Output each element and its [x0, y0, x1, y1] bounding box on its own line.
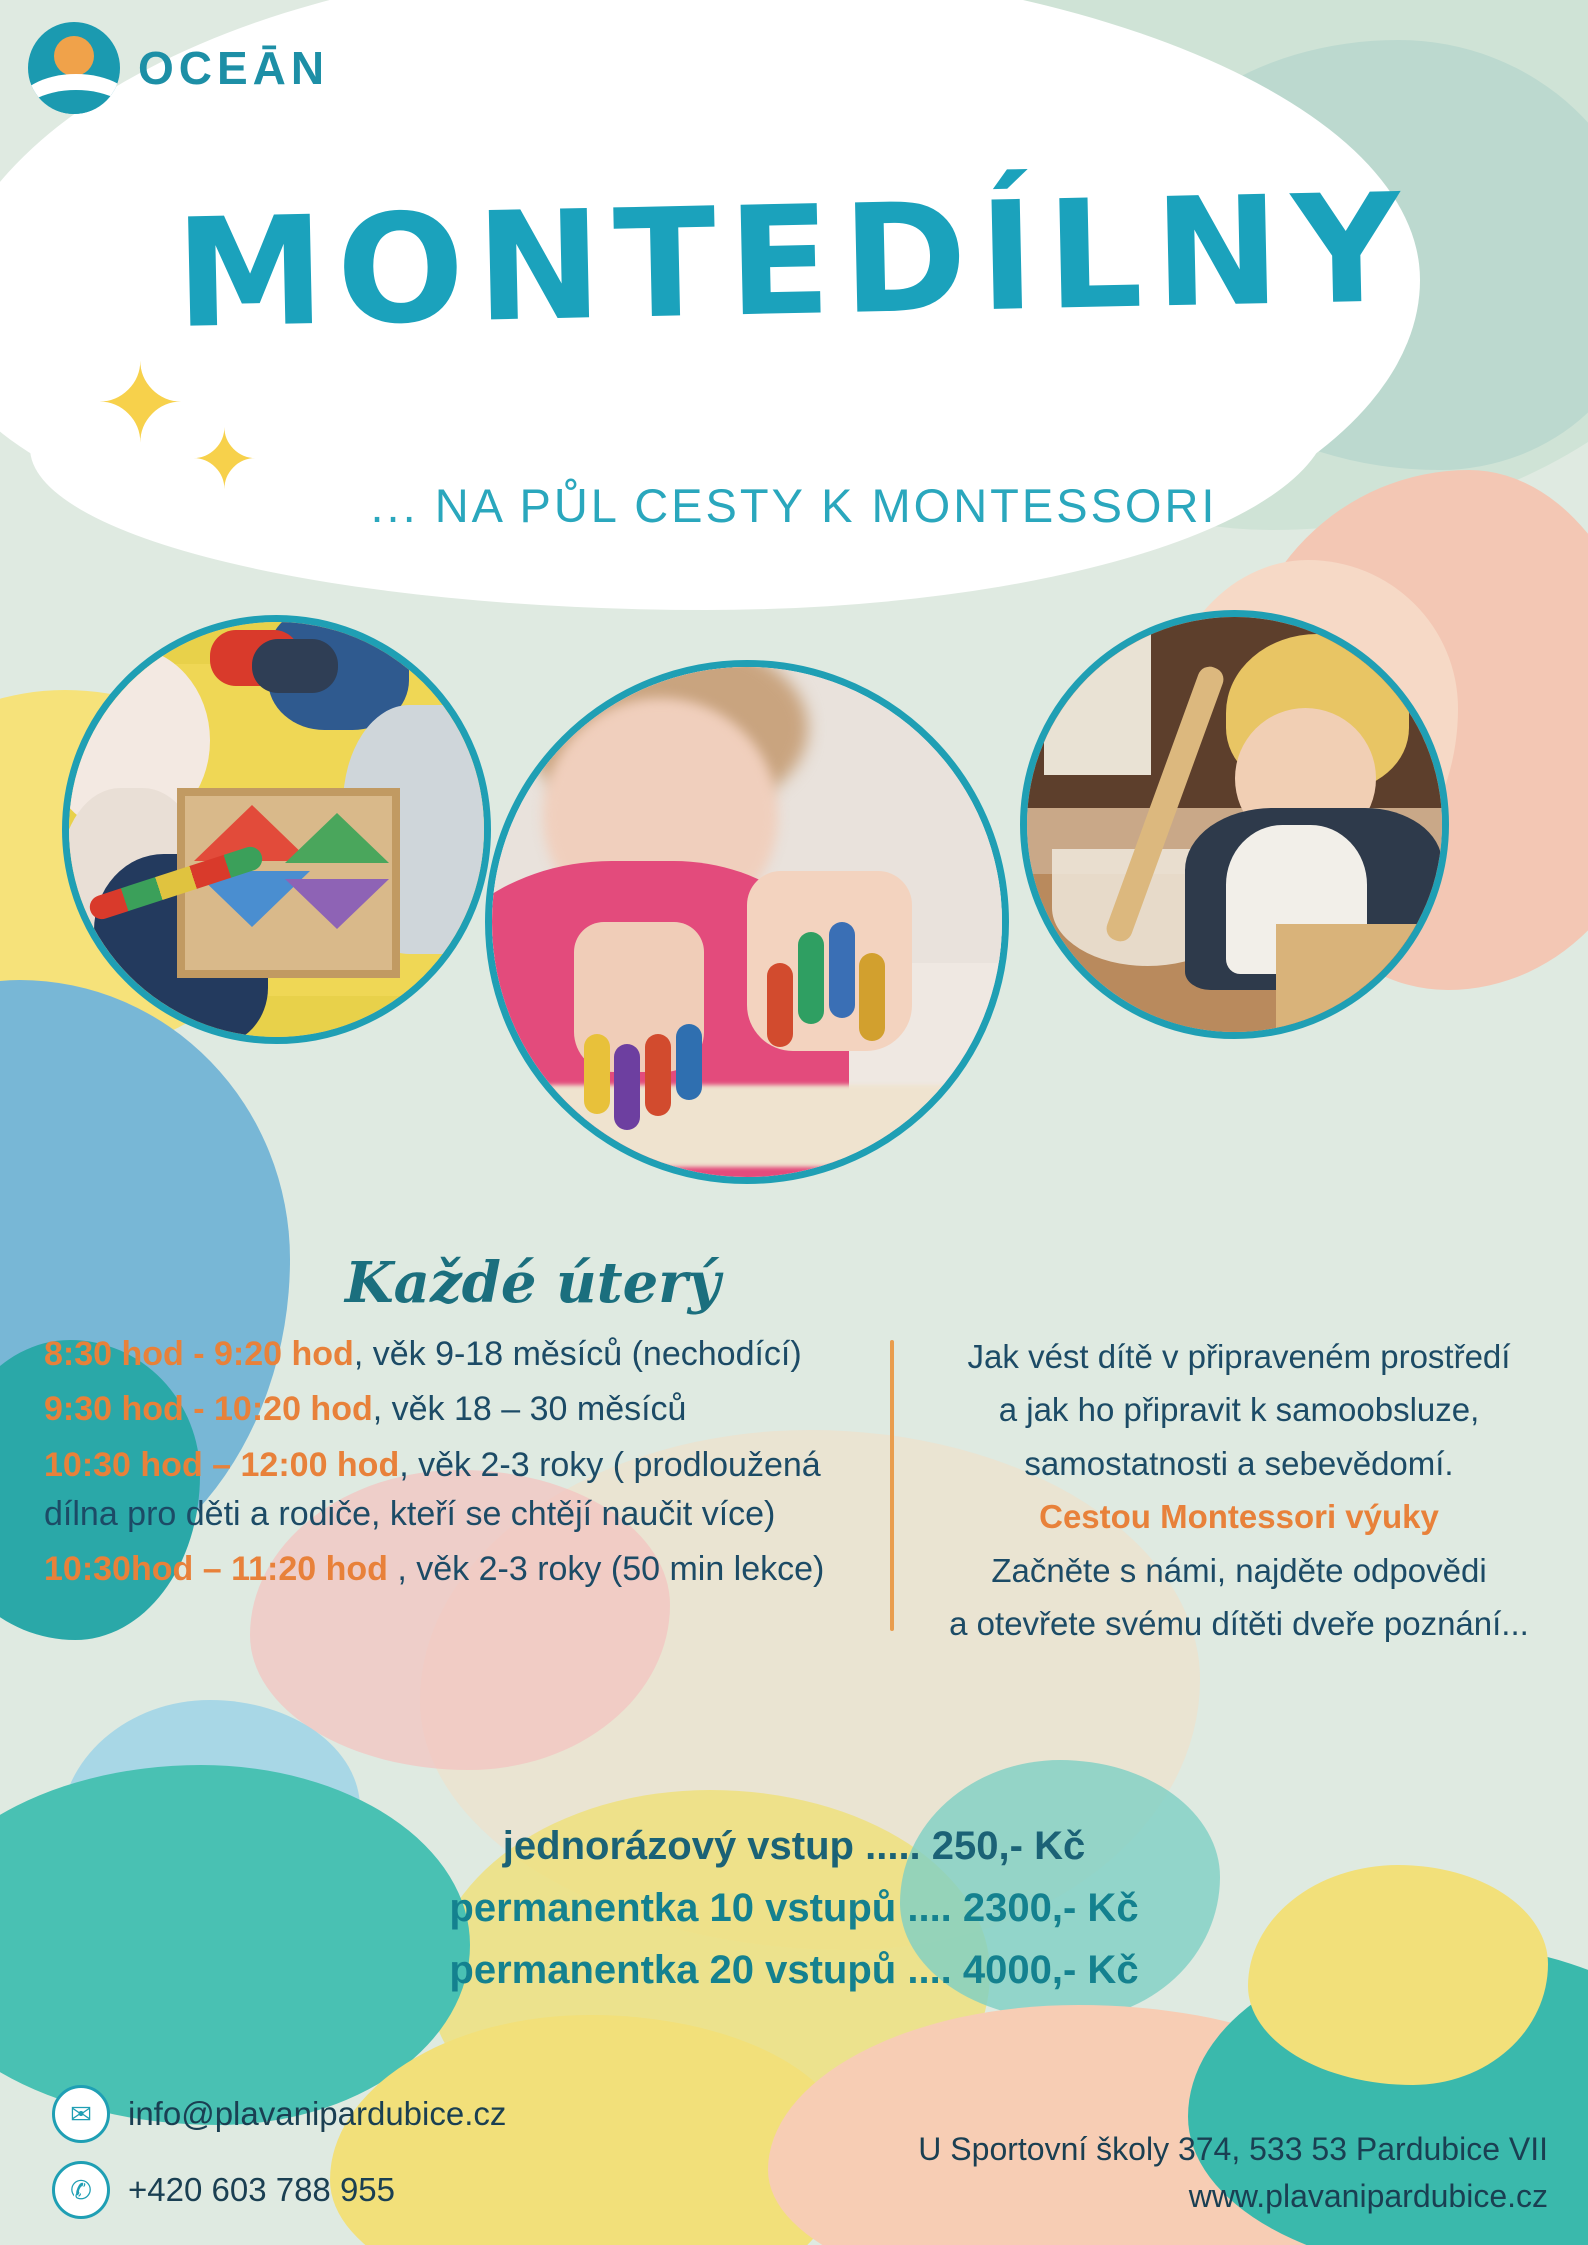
schedule-item-desc: , věk 18 – 30 měsíců — [372, 1390, 687, 1429]
price-item-single: jednorázový vstup ..... 250,- Kč — [502, 1824, 1086, 1868]
schedule-item-desc: , věk 9-18 měsíců (nechodící) — [353, 1335, 802, 1373]
photo-painted-hands — [485, 660, 1009, 1184]
price-item-pass-10: permanentka 10 vstupů .... 2300,- Kč — [449, 1886, 1139, 1930]
footer — [0, 2085, 1588, 2219]
sparkle-icon-small: ✦ — [190, 415, 259, 506]
schedule-item-desc: , věk 2-3 roky (50 min lekce) — [387, 1550, 825, 1589]
contact-block — [52, 2085, 506, 2219]
photo-toddler-mixing-bowl — [1020, 610, 1449, 1039]
about-line-2: a jak ho připravit k samoobsluze, — [998, 1391, 1480, 1429]
price-item-pass-20: permanentka 20 vstupů .... 4000,- Kč — [449, 1948, 1139, 1992]
schedule-item-time: 8:30 hod - 9:20 hod — [44, 1335, 354, 1373]
page-subtitle: ... NA PŮL CESTY K MONTESSORI — [370, 479, 1218, 532]
about-line-4: Začněte s námi, najděte odpovědi — [991, 1551, 1487, 1589]
ocean-sun-wave-logo-icon — [28, 22, 120, 114]
website-link[interactable]: www.plavanipardubice.cz — [1188, 2177, 1548, 2214]
photo-gallery — [0, 600, 1588, 1240]
schedule-item-time: 9:30 hod - 10:20 hod — [44, 1390, 373, 1429]
photo-children-wooden-triangles — [62, 615, 491, 1044]
schedule-item — [44, 1441, 890, 1540]
contact-phone[interactable]: +420 603 788 955 — [128, 2171, 396, 2208]
contact-email-row[interactable] — [52, 2085, 506, 2143]
about-line-5: a otevřete svému dítěti dveře poznání... — [949, 1605, 1529, 1643]
schedule-heading: Každé úterý — [345, 1250, 721, 1316]
page-title: MONTEDÍLNY — [173, 162, 1415, 362]
schedule-item-time: 10:30 hod – 12:00 hod — [44, 1445, 400, 1484]
brand-logo — [28, 22, 329, 114]
schedule-list — [0, 1330, 890, 1651]
schedule-item — [44, 1385, 890, 1434]
address-line: U Sportovní školy 374, 533 53 Pardubice VII — [918, 2131, 1548, 2168]
envelope-icon: ✉ — [52, 2085, 110, 2143]
main-content — [0, 1250, 1588, 1651]
column-divider — [890, 1340, 894, 1631]
about-line-1: Jak vést dítě v připraveném prostředí — [967, 1338, 1511, 1375]
info-columns — [0, 1330, 1588, 1651]
about-accent-line: Cestou Montessori výuky — [1039, 1498, 1439, 1536]
address-block — [918, 2126, 1548, 2219]
about-text — [916, 1330, 1588, 1651]
brand-name: OCEĀN — [138, 42, 330, 94]
schedule-item-time: 10:30hod – 11:20 hod — [44, 1550, 388, 1589]
schedule-item-desc: , věk 2-3 roky ( prodloužená dílna pro děti a rodiče, kteří se chtějí naučit více) — [44, 1445, 821, 1533]
about-line-3: samostatnosti a sebevědomí. — [1024, 1444, 1454, 1482]
schedule-item — [44, 1545, 890, 1594]
sparkle-icon: ✦ — [95, 343, 186, 464]
phone-icon: ✆ — [52, 2161, 110, 2219]
schedule-item — [44, 1330, 890, 1379]
price-list — [0, 1815, 1588, 2001]
contact-email[interactable]: info@plavanipardubice.cz — [128, 2095, 507, 2132]
contact-phone-row[interactable] — [52, 2161, 506, 2219]
